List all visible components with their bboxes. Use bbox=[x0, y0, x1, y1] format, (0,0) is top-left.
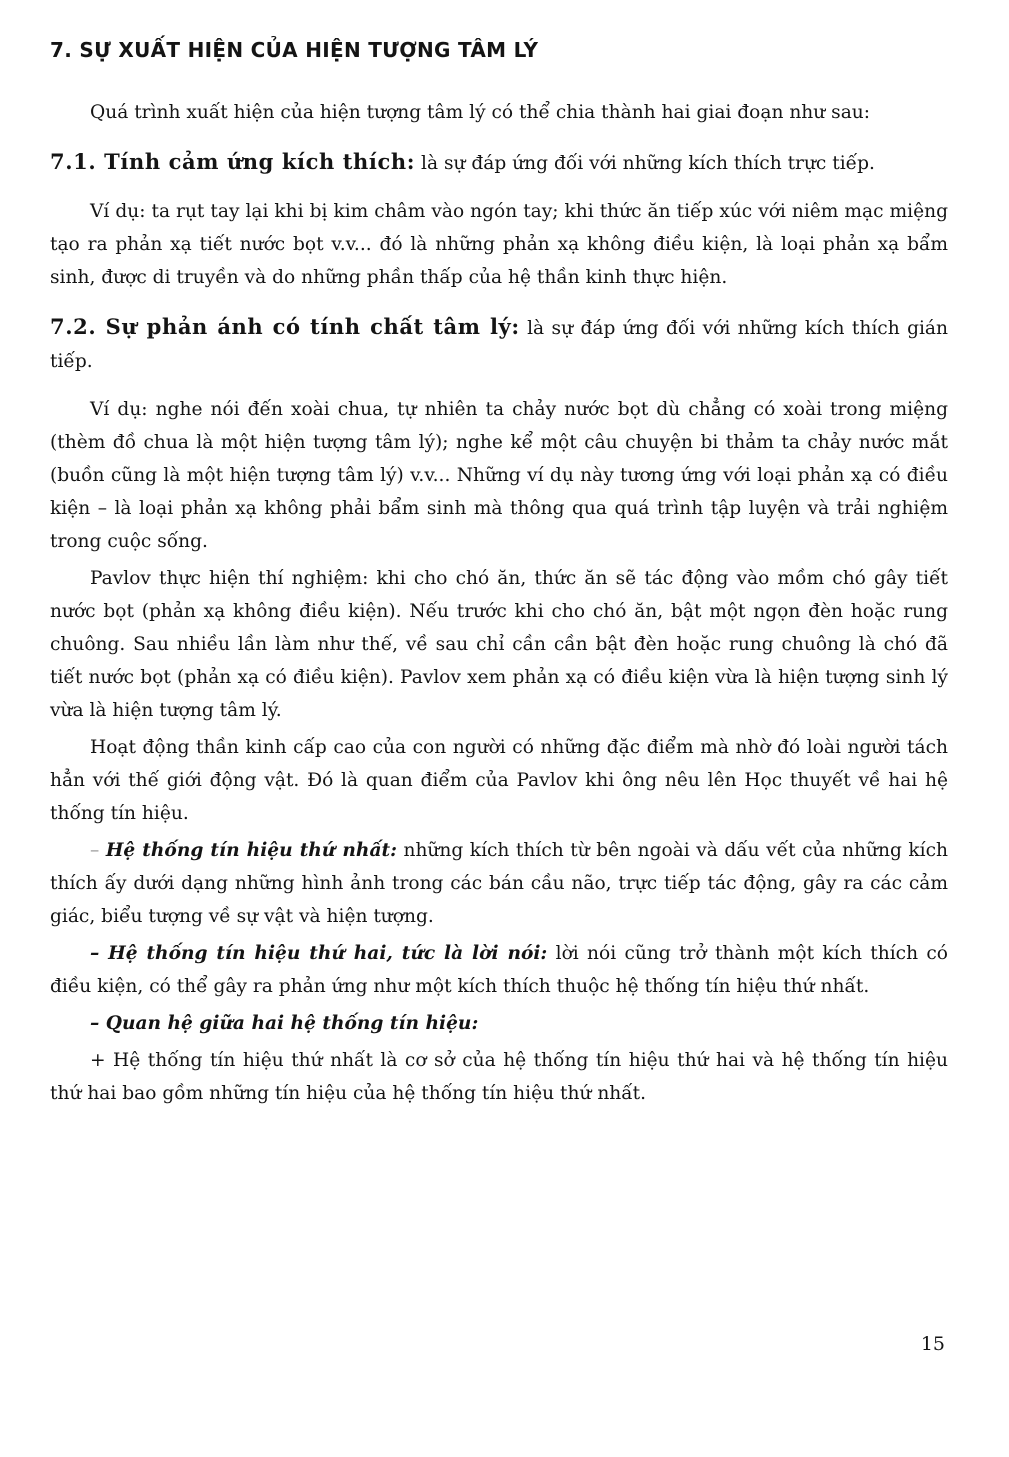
subsection-7-1-heading: 7.1. Tính cảm ứng kích thích: bbox=[50, 149, 416, 174]
relation-point-paragraph: + Hệ thống tín hiệu thứ nhất là cơ sở của hệ thống tín hiệu thứ hai và hệ thống tín hiệu thứ hai bao gồm những tín hiệu của hệ thống tín hiệu thứ nhất. bbox=[50, 1050, 948, 1104]
subsection-7-1-text: là sự đáp ứng đối với những kích thích trực tiếp. bbox=[415, 153, 875, 174]
relation-heading bbox=[50, 1007, 948, 1040]
page-number: 15 bbox=[920, 1333, 945, 1355]
example-2-paragraph: Ví dụ: nghe nói đến xoài chua, tự nhiên ta chảy nước bọt dù chẳng có xoài trong miệng (thèm đồ chua là một hiện tượng tâm lý); nghe kể một câu chuyện bi thảm ta chảy nước mắt (buồn cũng là một hiện tượng tâm lý) v.v... Những ví dụ này tương ứng với loại phản xạ có điều kiện – là loại phản xạ không phải bẩm sinh mà thông qua quá trình tập luyện và trải nghiệm trong cuộc sống. bbox=[50, 399, 948, 552]
example-1-paragraph: Ví dụ: ta rụt tay lại khi bị kim châm vào ngón tay; khi thức ăn tiếp xúc với niêm mạc miệng tạo ra phản xạ tiết nước bọt v.v... đó là những phản xạ không điều kiện, là loại phản xạ bẩm sinh, được di truyền và do những phần thấp của hệ thần kinh thực hiện. bbox=[50, 201, 948, 288]
intro-paragraph: Quá trình xuất hiện của hiện tượng tâm lý có thể chia thành hai giai đoạn như sau: bbox=[90, 102, 871, 123]
subsection-7-2-text: là sự đáp ứng đối với những kích thích gián tiếp. bbox=[50, 318, 948, 372]
subsection-7-2 bbox=[50, 310, 948, 378]
section-title: 7. SỰ XUẤT HIỆN CỦA HIỆN TƯỢNG TÂM LÝ bbox=[50, 38, 539, 62]
second-signal-system-paragraph bbox=[50, 937, 948, 1003]
pavlov-theory-paragraph: Hoạt động thần kinh cấp cao của con người có những đặc điểm mà nhờ đó loài người tách hẳn với thế giới động vật. Đó là quan điểm của Pavlov khi ông nêu lên Học thuyết về hai hệ thống tín hiệu. bbox=[50, 737, 948, 824]
relation-heading-label: – Quan hệ giữa hai hệ thống tín hiệu: bbox=[90, 1013, 479, 1034]
subsection-7-2-heading: 7.2. Sự phản ánh có tính chất tâm lý: bbox=[50, 314, 520, 339]
second-signal-text: lời nói cũng trở thành một kích thích có điều kiện, có thể gây ra phản ứng như một kích thích thuộc hệ thống tín hiệu thứ nhất. bbox=[50, 943, 948, 997]
pavlov-experiment-paragraph: Pavlov thực hiện thí nghiệm: khi cho chó ăn, thức ăn sẽ tác động vào mồm chó gây tiết nước bọt (phản xạ không điều kiện). Nếu trước khi cho chó ăn, bật một ngọn đèn hoặc rung chuông. Sau nhiều lần làm như thế, về sau chỉ cần cần bật đèn hoặc rung chuông là chó đã tiết nước bọt (phản xạ có điều kiện). Pavlov xem phản xạ có điều kiện vừa là hiện tượng sinh lý vừa là hiện tượng tâm lý. bbox=[50, 568, 948, 721]
first-signal-system-paragraph bbox=[50, 834, 948, 933]
second-signal-label: – Hệ thống tín hiệu thứ hai, tức là lời nói: bbox=[90, 943, 548, 964]
first-signal-text: những kích thích từ bên ngoài và dấu vết của những kích thích ấy dưới dạng những hình ảnh trong các bán cầu não, trực tiếp tác động, gây ra các cảm giác, biểu tượng về sự vật và hiện tượng. bbox=[50, 840, 948, 927]
first-signal-label: Hệ thống tín hiệu thứ nhất: bbox=[105, 840, 397, 861]
subsection-7-1 bbox=[50, 145, 948, 180]
first-signal-dash: – bbox=[90, 840, 106, 861]
page-content bbox=[50, 38, 948, 1110]
